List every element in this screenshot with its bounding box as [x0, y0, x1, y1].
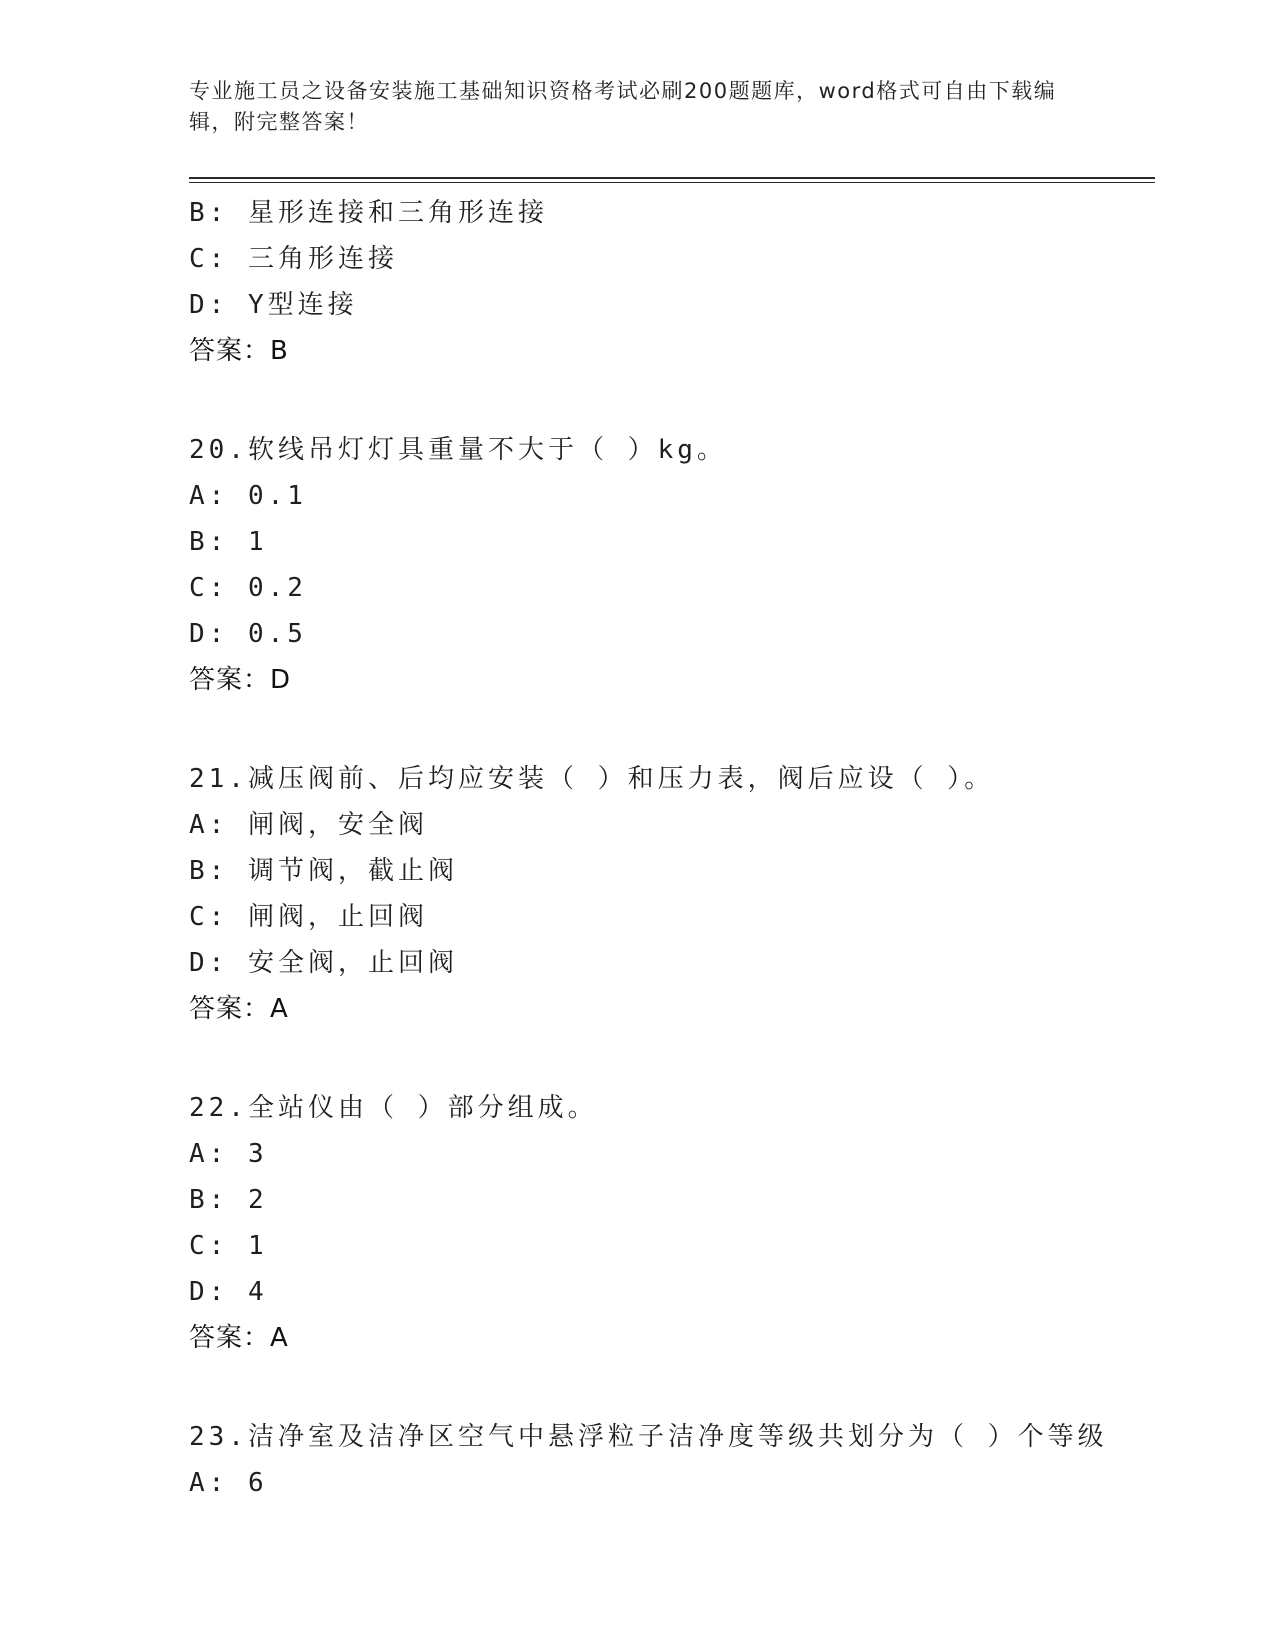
- option-b: B: 星形连接和三角形连接: [189, 198, 548, 228]
- question-stem: 22.全站仪由（ ）部分组成。: [189, 1093, 598, 1123]
- option-d: D: 0.5: [189, 619, 307, 649]
- option-d: D: 4: [189, 1277, 268, 1307]
- question-19-continuation: [189, 190, 1149, 374]
- option-c: C: 三角形连接: [189, 244, 398, 274]
- option-a: A: 6: [189, 1468, 268, 1498]
- question-stem: 21.减压阀前、后均应安装（ ）和压力表，阀后应设（ ）。: [189, 764, 995, 794]
- option-a: A: 闸阀，安全阀: [189, 810, 428, 840]
- question-22: [189, 1085, 1149, 1361]
- question-stem: 20.软线吊灯灯具重量不大于（ ）kg。: [189, 435, 727, 465]
- option-c: C: 1: [189, 1231, 268, 1261]
- option-d: D: 安全阀，止回阀: [189, 948, 458, 978]
- option-c: C: 闸阀，止回阀: [189, 902, 428, 932]
- option-c: C: 0.2: [189, 573, 307, 603]
- option-b: B: 1: [189, 527, 268, 557]
- option-b: B: 2: [189, 1185, 268, 1215]
- header-divider-thick: [189, 177, 1155, 179]
- document-header: 专业施工员之设备安装施工基础知识资格考试必刷200题题库，word格式可自由下载编辑，附完整答案！: [189, 79, 1057, 134]
- question-20: [189, 427, 1149, 703]
- answer-line: 答案：D: [189, 665, 292, 695]
- option-b: B: 调节阀，截止阀: [189, 856, 458, 886]
- option-d: D: Y型连接: [189, 290, 358, 320]
- answer-line: 答案：B: [189, 336, 289, 366]
- question-21: [189, 756, 1149, 1032]
- question-23: [189, 1414, 1149, 1506]
- question-stem: 23.洁净室及洁净区空气中悬浮粒子洁净度等级共划分为（ ）个等级: [189, 1422, 1108, 1452]
- option-a: A: 0.1: [189, 481, 307, 511]
- answer-line: 答案：A: [189, 994, 289, 1024]
- answer-line: 答案：A: [189, 1323, 289, 1353]
- option-a: A: 3: [189, 1139, 268, 1169]
- header-divider-thin: [189, 182, 1155, 183]
- question-list: [189, 190, 1149, 1506]
